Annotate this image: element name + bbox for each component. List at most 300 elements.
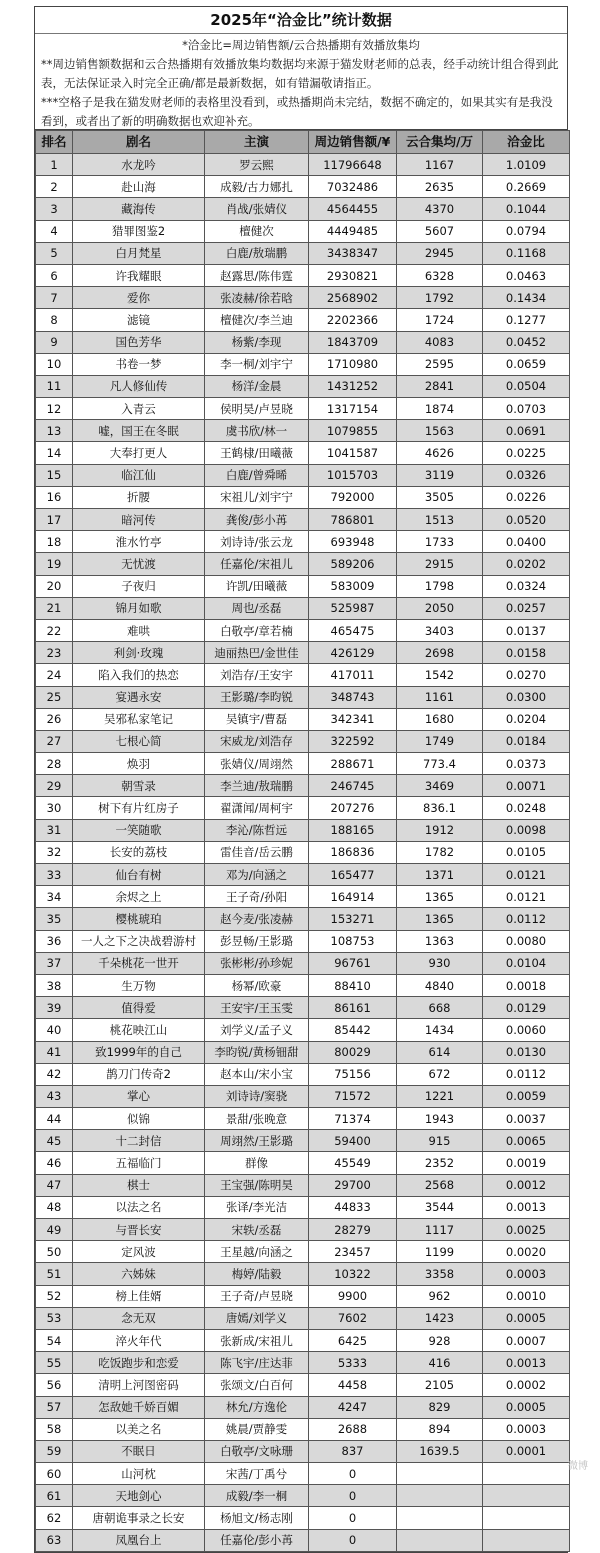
rank-cell: 4 (36, 220, 73, 242)
sales-cell: 2568902 (309, 287, 397, 309)
ratio-cell: 0.0105 (483, 841, 570, 863)
rank-cell: 61 (36, 1485, 73, 1507)
cast-cell: 白鹿/敖瑞鹏 (205, 242, 309, 264)
column-header-views: 云合集均/万 (397, 131, 483, 154)
notes-block (35, 34, 567, 130)
table-row (36, 1396, 570, 1418)
rank-cell: 2 (36, 176, 73, 198)
sales-cell: 792000 (309, 486, 397, 508)
table-row (36, 1329, 570, 1351)
views-cell: 2635 (397, 176, 483, 198)
views-cell: 2945 (397, 242, 483, 264)
sales-cell: 1710980 (309, 353, 397, 375)
views-cell (397, 1485, 483, 1507)
title-cell: 值得爱 (73, 997, 205, 1019)
table-row (36, 619, 570, 641)
views-cell: 894 (397, 1418, 483, 1440)
cast-cell: 檀健次/李兰迪 (205, 309, 309, 331)
ratio-cell: 0.0018 (483, 974, 570, 996)
cast-cell: 张译/李光洁 (205, 1196, 309, 1218)
views-cell: 4370 (397, 198, 483, 220)
views-cell: 1542 (397, 664, 483, 686)
column-header-ratio: 洽金比 (483, 131, 570, 154)
title-cell: 似锦 (73, 1108, 205, 1130)
rank-cell: 22 (36, 619, 73, 641)
title-cell: 一笑随歌 (73, 819, 205, 841)
ratio-cell: 1.0109 (483, 154, 570, 176)
views-cell: 1423 (397, 1307, 483, 1329)
title-cell: 焕羽 (73, 753, 205, 775)
table-row (36, 1196, 570, 1218)
table-row (36, 464, 570, 486)
ratio-cell: 0.0504 (483, 375, 570, 397)
cast-cell: 许凯/田曦薇 (205, 575, 309, 597)
table-row (36, 1108, 570, 1130)
cast-cell: 林允/方逸伦 (205, 1396, 309, 1418)
table-row (36, 1485, 570, 1507)
page-title: 2025年“洽金比”统计数据 (35, 7, 567, 34)
cast-cell: 罗云熙 (205, 154, 309, 176)
rank-cell: 5 (36, 242, 73, 264)
sales-cell: 9900 (309, 1285, 397, 1307)
cast-cell: 王星越/向涵之 (205, 1241, 309, 1263)
table-row (36, 1130, 570, 1152)
rank-cell: 60 (36, 1463, 73, 1485)
rank-cell: 49 (36, 1219, 73, 1241)
table-row (36, 398, 570, 420)
rank-cell: 11 (36, 375, 73, 397)
ratio-cell: 0.2669 (483, 176, 570, 198)
sales-cell: 0 (309, 1507, 397, 1529)
title-cell: 不眠日 (73, 1440, 205, 1462)
ratio-cell (483, 1529, 570, 1551)
cast-cell: 王安宇/王玉雯 (205, 997, 309, 1019)
sales-cell: 5333 (309, 1352, 397, 1374)
ratio-cell: 0.0520 (483, 509, 570, 531)
title-cell: 无忧渡 (73, 553, 205, 575)
rank-cell: 56 (36, 1374, 73, 1396)
title-cell: 桃花映江山 (73, 1019, 205, 1041)
ratio-cell: 0.0204 (483, 708, 570, 730)
title-cell: 樱桃琥珀 (73, 908, 205, 930)
title-cell: 宴遇永安 (73, 686, 205, 708)
cast-cell: 李昀锐/黄杨钿甜 (205, 1041, 309, 1063)
cast-cell: 杨幂/欧豪 (205, 974, 309, 996)
cast-cell: 王影璐/李昀锐 (205, 686, 309, 708)
ratio-cell: 0.0059 (483, 1085, 570, 1107)
ratio-cell (483, 1485, 570, 1507)
rank-cell: 17 (36, 509, 73, 531)
views-cell: 5607 (397, 220, 483, 242)
cast-cell: 檀健次 (205, 220, 309, 242)
title-cell: 七根心简 (73, 730, 205, 752)
table-row (36, 220, 570, 242)
table-row (36, 1219, 570, 1241)
rank-cell: 32 (36, 841, 73, 863)
sales-cell: 525987 (309, 597, 397, 619)
ratio-cell: 0.0002 (483, 1374, 570, 1396)
views-cell: 1798 (397, 575, 483, 597)
table-row (36, 775, 570, 797)
table-row (36, 930, 570, 952)
rank-cell: 19 (36, 553, 73, 575)
sales-cell: 1041587 (309, 442, 397, 464)
rank-cell: 23 (36, 642, 73, 664)
title-cell: 掌心 (73, 1085, 205, 1107)
title-cell: 唐朝诡事录之长安 (73, 1507, 205, 1529)
sales-cell: 342341 (309, 708, 397, 730)
table-row (36, 1374, 570, 1396)
sales-cell: 165477 (309, 864, 397, 886)
cast-cell: 白敬亭/文咏珊 (205, 1440, 309, 1462)
title-cell: 折腰 (73, 486, 205, 508)
table-row (36, 664, 570, 686)
views-cell: 1724 (397, 309, 483, 331)
title-cell: 大奉打更人 (73, 442, 205, 464)
rank-cell: 38 (36, 974, 73, 996)
rank-cell: 28 (36, 753, 73, 775)
sales-cell: 6425 (309, 1329, 397, 1351)
sales-cell: 4449485 (309, 220, 397, 242)
views-cell: 773.4 (397, 753, 483, 775)
sales-cell: 44833 (309, 1196, 397, 1218)
views-cell: 1733 (397, 531, 483, 553)
rank-cell: 35 (36, 908, 73, 930)
title-cell: 余烬之上 (73, 886, 205, 908)
ratio-cell: 0.0025 (483, 1219, 570, 1241)
cast-cell: 陈飞宇/庄达菲 (205, 1352, 309, 1374)
views-cell: 1363 (397, 930, 483, 952)
ratio-cell: 0.0071 (483, 775, 570, 797)
views-cell: 2105 (397, 1374, 483, 1396)
ratio-cell: 0.0013 (483, 1196, 570, 1218)
table-row (36, 1085, 570, 1107)
rank-cell: 62 (36, 1507, 73, 1529)
ratio-cell: 0.1044 (483, 198, 570, 220)
table-row (36, 287, 570, 309)
title-cell: 淮水竹亭 (73, 531, 205, 553)
rank-cell: 42 (36, 1063, 73, 1085)
ratio-cell: 0.0080 (483, 930, 570, 952)
table-row (36, 1307, 570, 1329)
ratio-cell: 0.0463 (483, 264, 570, 286)
column-header-title: 剧名 (73, 131, 205, 154)
views-cell (397, 1507, 483, 1529)
sales-cell: 246745 (309, 775, 397, 797)
views-cell: 6328 (397, 264, 483, 286)
views-cell: 930 (397, 952, 483, 974)
ratio-cell: 0.1277 (483, 309, 570, 331)
ratio-cell: 0.0037 (483, 1108, 570, 1130)
table-row (36, 309, 570, 331)
views-cell: 962 (397, 1285, 483, 1307)
ratio-cell: 0.0130 (483, 1041, 570, 1063)
ratio-cell: 0.0010 (483, 1285, 570, 1307)
rank-cell: 57 (36, 1396, 73, 1418)
rank-cell: 52 (36, 1285, 73, 1307)
sales-cell: 164914 (309, 886, 397, 908)
table-row (36, 264, 570, 286)
views-cell: 668 (397, 997, 483, 1019)
table-row (36, 864, 570, 886)
views-cell: 1161 (397, 686, 483, 708)
views-cell: 3505 (397, 486, 483, 508)
cast-cell: 白鹿/曾舜晞 (205, 464, 309, 486)
rank-cell: 6 (36, 264, 73, 286)
rank-cell: 24 (36, 664, 73, 686)
table-row (36, 531, 570, 553)
views-cell: 3469 (397, 775, 483, 797)
sales-cell: 80029 (309, 1041, 397, 1063)
table-row (36, 1241, 570, 1263)
table-row (36, 642, 570, 664)
views-cell: 4840 (397, 974, 483, 996)
sales-cell: 1015703 (309, 464, 397, 486)
views-cell: 416 (397, 1352, 483, 1374)
sales-cell: 71374 (309, 1108, 397, 1130)
ratio-cell: 0.0012 (483, 1174, 570, 1196)
sales-cell: 207276 (309, 797, 397, 819)
title-cell: 棋士 (73, 1174, 205, 1196)
ratio-cell: 0.0001 (483, 1440, 570, 1462)
views-cell: 2841 (397, 375, 483, 397)
title-cell: 赴山海 (73, 176, 205, 198)
table-row (36, 1019, 570, 1041)
sales-cell: 589206 (309, 553, 397, 575)
cast-cell: 姚晨/贾静雯 (205, 1418, 309, 1440)
ratio-cell (483, 1463, 570, 1485)
title-cell: 吴邪私家笔记 (73, 708, 205, 730)
views-cell (397, 1529, 483, 1551)
ratio-cell: 0.0020 (483, 1241, 570, 1263)
sales-cell: 465475 (309, 619, 397, 641)
cast-cell: 翟潇闻/周柯宇 (205, 797, 309, 819)
title-cell: 以法之名 (73, 1196, 205, 1218)
ratio-cell: 0.0270 (483, 664, 570, 686)
rank-cell: 13 (36, 420, 73, 442)
ratio-cell: 0.0129 (483, 997, 570, 1019)
ratio-cell: 0.0060 (483, 1019, 570, 1041)
cast-cell: 侯明昊/卢昱晓 (205, 398, 309, 420)
title-cell: 五福临门 (73, 1152, 205, 1174)
sales-cell: 85442 (309, 1019, 397, 1041)
title-cell: 水龙吟 (73, 154, 205, 176)
rank-cell: 14 (36, 442, 73, 464)
sales-cell: 11796648 (309, 154, 397, 176)
ratio-cell: 0.0184 (483, 730, 570, 752)
table-row (36, 1418, 570, 1440)
views-cell: 1792 (397, 287, 483, 309)
table-row (36, 1529, 570, 1551)
sales-cell: 4564455 (309, 198, 397, 220)
rank-cell: 36 (36, 930, 73, 952)
rank-cell: 47 (36, 1174, 73, 1196)
title-cell: 与晋长安 (73, 1219, 205, 1241)
title-cell: 山河枕 (73, 1463, 205, 1485)
rank-cell: 18 (36, 531, 73, 553)
table-row (36, 952, 570, 974)
cast-cell: 杨旭文/杨志刚 (205, 1507, 309, 1529)
rank-cell: 9 (36, 331, 73, 353)
title-cell: 生万物 (73, 974, 205, 996)
title-cell: 临江仙 (73, 464, 205, 486)
title-cell: 一人之下之决战碧游村 (73, 930, 205, 952)
title-cell: 朝雪录 (73, 775, 205, 797)
ratio-cell: 0.0098 (483, 819, 570, 841)
title-cell: 榜上佳婿 (73, 1285, 205, 1307)
title-cell: 六姊妹 (73, 1263, 205, 1285)
title-cell: 鹊刀门传奇2 (73, 1063, 205, 1085)
sales-cell: 0 (309, 1485, 397, 1507)
table-row (36, 730, 570, 752)
cast-cell: 唐嫣/刘学义 (205, 1307, 309, 1329)
table-row (36, 198, 570, 220)
cast-cell: 群像 (205, 1152, 309, 1174)
sales-cell: 10322 (309, 1263, 397, 1285)
sales-cell: 153271 (309, 908, 397, 930)
cast-cell: 宋轶/丞磊 (205, 1219, 309, 1241)
rank-cell: 51 (36, 1263, 73, 1285)
sales-cell: 71572 (309, 1085, 397, 1107)
title-cell: 难哄 (73, 619, 205, 641)
ratio-cell: 0.0703 (483, 398, 570, 420)
table-row (36, 997, 570, 1019)
cast-cell: 肖战/张婧仪 (205, 198, 309, 220)
cast-cell: 龚俊/彭小苒 (205, 509, 309, 531)
sales-cell: 417011 (309, 664, 397, 686)
rank-cell: 39 (36, 997, 73, 1019)
sales-cell: 108753 (309, 930, 397, 952)
title-cell: 利剑·玫瑰 (73, 642, 205, 664)
ratio-cell: 0.0659 (483, 353, 570, 375)
ratio-cell: 0.0324 (483, 575, 570, 597)
rank-cell: 8 (36, 309, 73, 331)
cast-cell: 梅婷/陆毅 (205, 1263, 309, 1285)
sales-cell: 583009 (309, 575, 397, 597)
sales-cell: 188165 (309, 819, 397, 841)
cast-cell: 刘诗诗/张云龙 (205, 531, 309, 553)
ratio-cell: 0.0158 (483, 642, 570, 664)
views-cell: 3358 (397, 1263, 483, 1285)
column-header-rank: 排名 (36, 131, 73, 154)
title-cell: 十二封信 (73, 1130, 205, 1152)
cast-cell: 吴镇宇/曹磊 (205, 708, 309, 730)
sales-cell: 4458 (309, 1374, 397, 1396)
title-cell: 入青云 (73, 398, 205, 420)
ratio-cell: 0.0121 (483, 864, 570, 886)
title-cell: 子夜归 (73, 575, 205, 597)
table-row (36, 553, 570, 575)
title-cell: 清明上河图密码 (73, 1374, 205, 1396)
views-cell: 2050 (397, 597, 483, 619)
rank-cell: 12 (36, 398, 73, 420)
table-row (36, 841, 570, 863)
ratio-cell: 0.0248 (483, 797, 570, 819)
rank-cell: 31 (36, 819, 73, 841)
cast-cell: 张婧仪/周翊然 (205, 753, 309, 775)
ratio-cell: 0.0300 (483, 686, 570, 708)
cast-cell: 李兰迪/敖瑞鹏 (205, 775, 309, 797)
views-cell: 1639.5 (397, 1440, 483, 1462)
table-row (36, 1285, 570, 1307)
views-cell: 1199 (397, 1241, 483, 1263)
table-row (36, 974, 570, 996)
rank-cell: 41 (36, 1041, 73, 1063)
title-cell: 定风波 (73, 1241, 205, 1263)
views-cell: 1782 (397, 841, 483, 863)
table-row (36, 353, 570, 375)
ratio-cell: 0.0005 (483, 1307, 570, 1329)
ranking-table (35, 130, 570, 1552)
cast-cell: 成毅/李一桐 (205, 1485, 309, 1507)
cast-cell: 任嘉伦/彭小苒 (205, 1529, 309, 1551)
rank-cell: 26 (36, 708, 73, 730)
table-row (36, 486, 570, 508)
cast-cell: 彭昱畅/王影璐 (205, 930, 309, 952)
cast-cell: 宋茜/丁禹兮 (205, 1463, 309, 1485)
sales-cell: 28279 (309, 1219, 397, 1241)
views-cell: 928 (397, 1329, 483, 1351)
cast-cell: 赵今麦/张凌赫 (205, 908, 309, 930)
ratio-cell: 0.0112 (483, 908, 570, 930)
views-cell: 2352 (397, 1152, 483, 1174)
sales-cell: 837 (309, 1440, 397, 1462)
rank-cell: 3 (36, 198, 73, 220)
stats-sheet (34, 6, 568, 1553)
cast-cell: 杨洋/金晨 (205, 375, 309, 397)
watermark: 微博 (568, 1461, 588, 1472)
ratio-cell: 0.0112 (483, 1063, 570, 1085)
rank-cell: 27 (36, 730, 73, 752)
cast-cell: 宋威龙/刘浩存 (205, 730, 309, 752)
title-cell: 凤凰台上 (73, 1529, 205, 1551)
table-row (36, 708, 570, 730)
rank-cell: 58 (36, 1418, 73, 1440)
table-row (36, 1463, 570, 1485)
title-cell: 白月梵星 (73, 242, 205, 264)
ratio-cell: 0.0225 (483, 442, 570, 464)
title-cell: 书卷一梦 (73, 353, 205, 375)
title-cell: 锦月如歌 (73, 597, 205, 619)
sales-cell: 288671 (309, 753, 397, 775)
views-cell: 2595 (397, 353, 483, 375)
cast-cell: 雷佳音/岳云鹏 (205, 841, 309, 863)
views-cell: 1680 (397, 708, 483, 730)
note-line: **周边销售额数据和云合热播期有效播放集均数据均来源于猫发财老师的总表，经手动统计组合得到此表，无法保证录入时完全正确/都是最新数据，如有错漏敬请指正。 (41, 57, 559, 90)
rank-cell: 20 (36, 575, 73, 597)
table-row (36, 597, 570, 619)
views-cell: 1365 (397, 908, 483, 930)
ratio-cell: 0.0137 (483, 619, 570, 641)
cast-cell: 刘学义/孟子义 (205, 1019, 309, 1041)
views-cell: 829 (397, 1396, 483, 1418)
title-cell: 长安的荔枝 (73, 841, 205, 863)
views-cell: 1943 (397, 1108, 483, 1130)
column-header-cast: 主演 (205, 131, 309, 154)
rank-cell: 33 (36, 864, 73, 886)
views-cell: 1563 (397, 420, 483, 442)
sales-cell: 3438347 (309, 242, 397, 264)
table-row (36, 1041, 570, 1063)
sales-cell: 86161 (309, 997, 397, 1019)
ratio-cell: 0.0202 (483, 553, 570, 575)
ratio-cell: 0.0373 (483, 753, 570, 775)
views-cell: 1874 (397, 398, 483, 420)
table-row (36, 420, 570, 442)
table-row (36, 1174, 570, 1196)
rank-cell: 48 (36, 1196, 73, 1218)
note-line: ***空格子是我在猫发财老师的表格里没看到，或热播期尚未完结，数据不确定的，如果其实有是我没看到，或者出了新的明确数据也欢迎补充。 (41, 95, 553, 128)
